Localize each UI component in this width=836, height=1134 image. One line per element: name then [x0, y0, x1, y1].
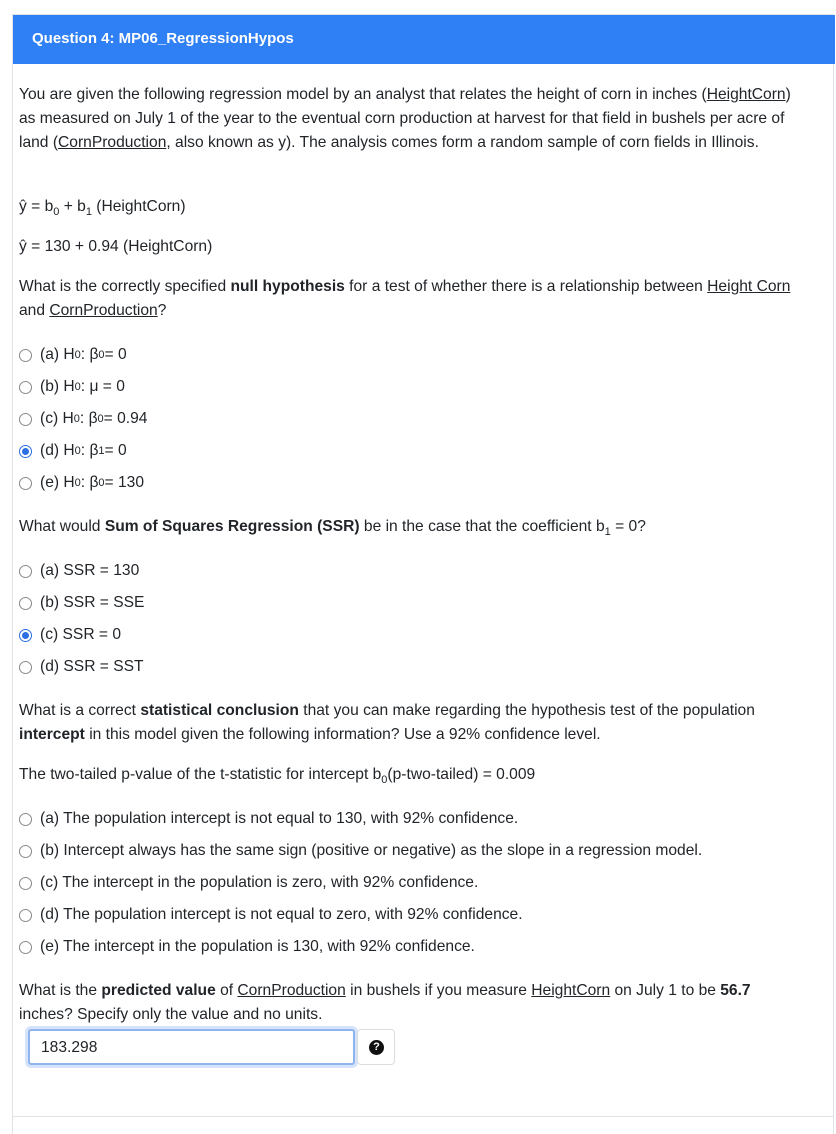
p-value-info: The two-tailed p-value of the t-statistic for intercept $b_0(p-two-tailed) = 0.009$	[19, 766, 536, 787]
question-2-text: What would Sum of Squares Regression (SSR) be in the case that the coefficient $b_1 = 0$?	[19, 518, 646, 539]
radio-button[interactable]	[19, 349, 32, 362]
q1-option-e[interactable]: (e) H 0 : β 0 = 130	[19, 471, 144, 495]
q1-option-a[interactable]: (a) H 0 : β 0 = 0	[19, 343, 127, 367]
answer-input[interactable]: 183.298	[28, 1029, 355, 1065]
radio-button[interactable]	[19, 661, 32, 674]
q2-option-b[interactable]: (b) SSR = SSE	[19, 591, 144, 615]
link-heightcorn[interactable]: HeightCorn	[531, 982, 611, 999]
link-cornproduction[interactable]: CornProduction	[49, 302, 158, 319]
q1-option-c[interactable]: (c) H 0 : β 0 = 0.94	[19, 407, 147, 431]
question-header	[13, 15, 835, 64]
radio-button[interactable]	[19, 845, 32, 858]
question-1-text: What is the correctly specified null hypothesis for a test of whether there is a relationship between Height Corn and CornProduction?	[19, 278, 791, 319]
link-height-corn[interactable]: Height Corn	[707, 278, 791, 295]
link-cornproduction[interactable]: CornProduction	[237, 982, 346, 999]
model-fitted: ŷ = 130 + 0.94 (HeightCorn)	[19, 238, 213, 255]
question-title: Question 4: MP06_RegressionHypos	[32, 30, 294, 47]
radio-button[interactable]	[19, 477, 32, 490]
radio-button-selected[interactable]	[19, 445, 32, 458]
radio-button[interactable]	[19, 813, 32, 826]
divider	[12, 1116, 834, 1117]
intro-paragraph: You are given the following regression model by an analyst that relates the height of corn in inches (HeightCorn) as measured on July 1 of the year to the eventual corn production at harvest for that field in bushels per acre of land (CornProduction, also known as y). The analysis comes form a random sample of corn fields in Illinois.	[19, 86, 791, 151]
q3-option-d[interactable]: (d) The population intercept is not equal to zero, with 92% confidence.	[19, 903, 523, 927]
question-4-text: What is the predicted value of CornProduction in bushels if you measure HeightCorn on July 1 to be 56.7 inches? Specify only the value and no units.	[19, 982, 751, 1023]
model-generic: ŷ = $b_0 + b_1$ (HeightCorn)	[19, 198, 186, 219]
question-mark-icon: ?	[369, 1040, 384, 1055]
radio-button[interactable]	[19, 381, 32, 394]
radio-button[interactable]	[19, 909, 32, 922]
radio-button[interactable]	[19, 597, 32, 610]
help-button[interactable]	[357, 1029, 395, 1065]
radio-button[interactable]	[19, 565, 32, 578]
q1-option-b[interactable]: (b) H 0 : μ = 0	[19, 375, 125, 399]
q2-option-c[interactable]: (c) SSR = 0	[19, 623, 121, 647]
link-heightcorn[interactable]: HeightCorn	[706, 86, 786, 103]
q2-option-d[interactable]: (d) SSR = SST	[19, 655, 144, 679]
q3-option-a[interactable]: (a) The population intercept is not equal to 130, with 92% confidence.	[19, 807, 518, 831]
q1-option-d[interactable]: (d) H 0 : β 1 = 0	[19, 439, 127, 463]
question-3-text: What is a correct statistical conclusion that you can make regarding the hypothesis test of the population intercept in this model given the following information? Use a 92% confidence level.	[19, 702, 755, 743]
q2-option-a[interactable]: (a) SSR = 130	[19, 559, 139, 583]
q3-option-c[interactable]: (c) The intercept in the population is zero, with 92% confidence.	[19, 871, 478, 895]
link-cornproduction[interactable]: CornProduction	[58, 134, 167, 151]
q3-option-e[interactable]: (e) The intercept in the population is 130, with 92% confidence.	[19, 935, 475, 959]
radio-button-selected[interactable]	[19, 629, 32, 642]
q3-option-b[interactable]: (b) Intercept always has the same sign (positive or negative) as the slope in a regression model.	[19, 839, 702, 863]
radio-button[interactable]	[19, 413, 32, 426]
radio-button[interactable]	[19, 941, 32, 954]
radio-button[interactable]	[19, 877, 32, 890]
